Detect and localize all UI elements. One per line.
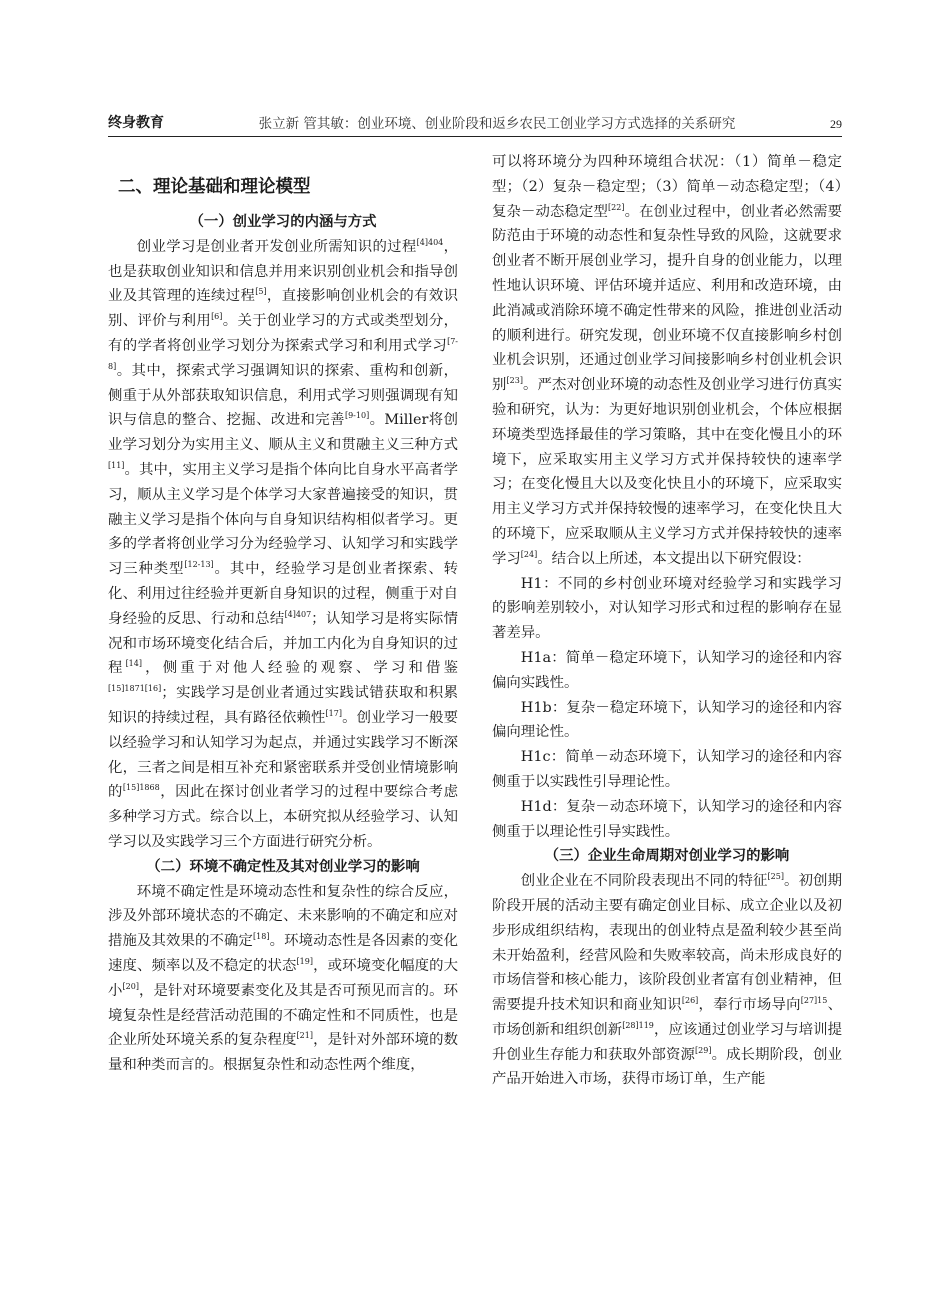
paragraph-environment-uncertainty: 环境不确定性是环境动态性和复杂性的综合反应，涉及外部环境状态的不确定、未来影响的不确定和应对措施及其效果的不确定[18]。环境动态性是各因素的变化速度、频率以及不稳定的状态[19]，或环境变化幅度的大小[20]，是针对环境要素变化及其是否可预见而言的。环境复杂性是经营活动范围的不确定性和不同质性，也是企业所处环境关系的复杂程度[21]，是针对外部环境的数量和种类而言的。根据复杂性和动态性两个维度，	[108, 883, 458, 1074]
hypothesis-h1a: H1a：简单－稳定环境下，认知学习的途径和内容偏向实践性。	[492, 649, 842, 691]
subsection-title-1: （一）创业学习的内涵与方式	[189, 214, 377, 230]
section-title: 二、理论基础和理论模型	[118, 177, 311, 197]
right-column	[492, 150, 842, 1092]
paragraph-life-cycle: 创业企业在不同阶段表现出不同的特征[25]。初创期阶段开展的活动主要有确定创业目标、成立企业以及初步形成组织结构，表现出的创业特点是盈利较少甚至尚未开始盈利，经营风险和失败率较高，尚未形成良好的市场信誉和核心能力，该阶段创业者富有创业精神，但需要提升技术知识和商业知识[26]，奉行市场导向$^{[27]15}$、市场创新和组织创新$^{[28]119}$，应该通过创业学习与培训提升创业生存能力和获取外部资源[29]。成长期阶段，创业产品开始进入市场，获得市场订单，生产能	[492, 872, 842, 1088]
running-header	[108, 106, 842, 137]
subsection-title-3: （三）企业生命周期对创业学习的影响	[544, 848, 790, 865]
hypothesis-h1b: H1b：复杂－稳定环境下，认知学习的途径和内容偏向理论性。	[492, 699, 842, 741]
article-title: 张立新 管其敏：创业环境、创业阶段和返乡农民工创业学习方式选择的关系研究	[258, 116, 736, 132]
hypothesis-h1d: H1d：复杂－动态环境下，认知学习的途径和内容侧重于以理论性引导实践性。	[492, 798, 842, 840]
journal-name: 终身教育	[108, 115, 164, 131]
page-number: 29	[829, 117, 842, 131]
paragraph-environment-types: 可以将环境分为四种环境组合状况：（1）简单－稳定型；（2）复杂－稳定型；（3）简单－动态稳定型；（4）复杂－动态稳定型[22]。在创业过程中，创业者必然需要防范由于环境的动态性和复杂性导致的风险，这就要求创业者不断开展创业学习，提升自身的创业能力，以理性地认识环境、评估环境并适应、利用和改造环境，由此消减或消除环境不确定性带来的风险，推进创业活动的顺利进行。研究发现，创业环境不仅直接影响乡村创业机会识别，还通过创业学习间接影响乡村创业机会识别[23]。严杰对创业环境的动态性及创业学习进行仿真实验和研究，认为：为更好地识别创业机会，个体应根据环境类型选择最佳的学习策略，其中在变化慢且小的环境下，应采取实用主义学习方式并保持较快的速率学习；在变化慢且大以及变化快且小的环境下，应采取实用主义学习方式并保持较慢的速率学习，在变化快且大的环境下，应采取顺从主义学习方式并保持较快的速率学习[24]。结合以上所述，本文提出以下研究假设：	[492, 154, 842, 567]
paragraph-learning-definition: 创业学习是创业者开发创业所需知识的过程$^{[4]404}$，也是获取创业知识和信息并用来识别创业机会和指导创业及其管理的连续过程[5]，直接影响创业机会的有效识别、评价与利用[6]。关于创业学习的方式或类型划分，有的学者将创业学习划分为探索式学习和利用式学习[7-8]。其中，探索式学习强调知识的探索、重构和创新，侧重于从外部获取知识信息，利用式学习则强调现有知识与信息的整合、挖掘、改进和完善[9-10]。Miller将创业学习划分为实用主义、顺从主义和贯融主义三种方式[11]。其中，实用主义学习是指个体向比自身水平高者学习，顺从主义学习是个体学习大家普遍接受的知识，贯融主义学习是指个体向与自身知识结构相似者学习。更多的学者将创业学习分为经验学习、认知学习和实践学习三种类型[12-13]。其中，经验学习是创业者探索、转化、利用过往经验并更新自身知识的过程，侧重于对自身经验的反思、行动和总结$^{[4]407}$；认知学习是将实际情况和市场环境变化结合后，并加工内化为自身知识的过程[14]，侧重于对他人经验的观察、学习和借鉴[15]1871[16]；实践学习是创业者通过实践试错获取和积累知识的持续过程，具有路径依赖性[17]。创业学习一般要以经验学习和认知学习为起点，并通过实践学习不断深化，三者之间是相互补充和紧密联系并受创业情境影响的$^{[15]1868}$，因此在探讨创业者学习的过程中要综合考虑多种学习方式。综合以上，本研究拟从经验学习、认知学习以及实践学习三个方面进行研究分析。	[108, 237, 458, 850]
subsection-title-2: （二）环境不确定性及其对创业学习的影响	[146, 858, 420, 875]
left-column	[108, 146, 458, 1078]
hypothesis-h1c: H1c：简单－动态环境下，认知学习的途径和内容侧重于以实践性引导理论性。	[492, 749, 842, 790]
hypothesis-h1: H1：不同的乡村创业环境对经验学习和实践学习的影响差别较小，对认知学习形式和过程的影响存在显著差异。	[492, 575, 842, 642]
